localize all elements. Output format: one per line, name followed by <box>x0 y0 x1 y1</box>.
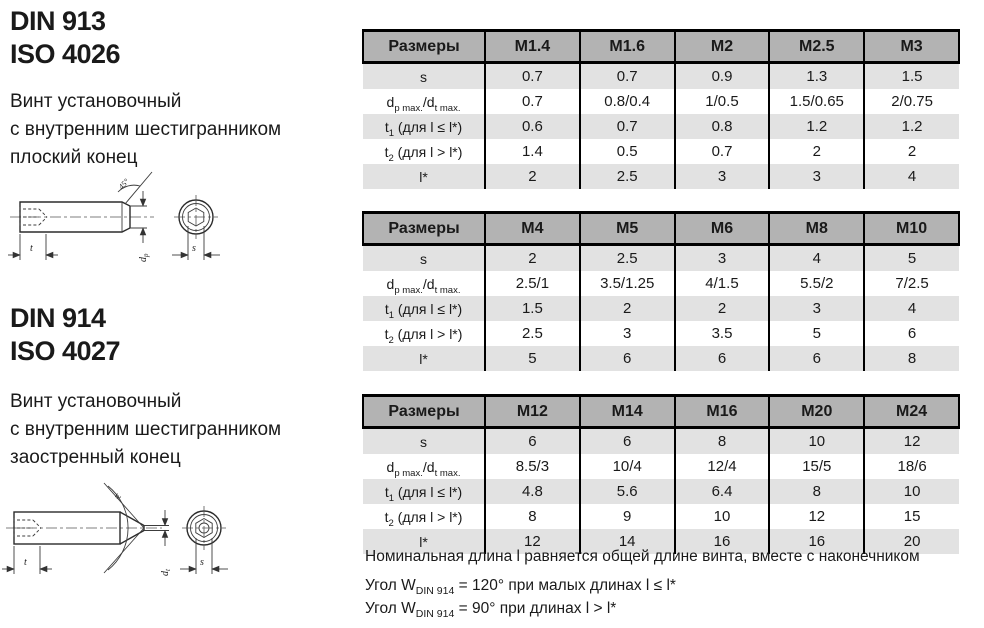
row-label: $t_2$ (для l > l*) <box>384 143 463 164</box>
value-cell: 15/5 <box>769 454 864 479</box>
value-cell: 9 <box>580 504 675 529</box>
chamfer-angle-label: 45° <box>116 176 131 192</box>
dimensions-table-medium <box>362 211 960 371</box>
value-cell: 6 <box>580 346 675 371</box>
value-cell: 4 <box>769 245 864 272</box>
value-cell: 2.5 <box>485 321 580 346</box>
value-cell: 15 <box>864 504 959 529</box>
value-cell: 3 <box>580 321 675 346</box>
value-cell: 12 <box>769 504 864 529</box>
row-label: $d_{p max.}/d_{t max.}$ <box>386 275 461 296</box>
row-label: $d_{p max.}/d_{t max.}$ <box>386 458 461 479</box>
hex-socket-hidden-lines <box>20 207 47 227</box>
value-cell: 1.5 <box>485 296 580 321</box>
description-din913 <box>10 88 281 172</box>
value-cell: 0.6 <box>485 114 580 139</box>
value-cell: 5 <box>769 321 864 346</box>
value-cell: 0.7 <box>580 63 675 90</box>
value-cell: 5 <box>864 245 959 272</box>
value-cell: 18/6 <box>864 454 959 479</box>
value-cell: 0.7 <box>485 89 580 114</box>
value-cell: 3 <box>769 164 864 189</box>
value-cell: 0.9 <box>675 63 770 90</box>
dimension-dp <box>130 191 150 262</box>
value-cell: 8 <box>864 346 959 371</box>
row-label: $t_2$ (для l > l*) <box>384 325 463 346</box>
thread-size-header: M1.6 <box>580 31 675 63</box>
value-cell: 1.2 <box>864 114 959 139</box>
description-line: Винт установочный <box>10 91 182 112</box>
flat-point-screw-drawing <box>6 166 250 270</box>
row-label: s <box>420 68 427 85</box>
value-cell: 5.5/2 <box>769 271 864 296</box>
table-row <box>363 114 959 139</box>
value-cell: 1.5 <box>864 63 959 90</box>
t-dimension-label: t <box>24 557 27 568</box>
value-cell: 16 <box>675 529 770 554</box>
value-cell: 8.5/3 <box>485 454 580 479</box>
value-cell: 0.7 <box>675 139 770 164</box>
standard-din: DIN 914 <box>10 303 106 333</box>
value-cell: 4.8 <box>485 479 580 504</box>
thread-size-header: M10 <box>864 213 959 245</box>
dimension-dt <box>144 510 172 576</box>
table-row <box>363 428 959 455</box>
row-label: $d_{p max.}/d_{t max.}$ <box>386 93 461 114</box>
value-cell: 6 <box>580 428 675 455</box>
table-row <box>363 454 959 479</box>
value-cell: 4/1.5 <box>675 271 770 296</box>
value-cell: 10 <box>675 504 770 529</box>
value-cell: 2 <box>675 296 770 321</box>
value-cell: 12 <box>864 428 959 455</box>
value-cell: 0.8/0.4 <box>580 89 675 114</box>
value-cell: 10/4 <box>580 454 675 479</box>
thread-size-header: M6 <box>675 213 770 245</box>
table-row <box>363 346 959 371</box>
dimension-s <box>180 538 228 574</box>
value-cell: 12/4 <box>675 454 770 479</box>
value-cell: 8 <box>485 504 580 529</box>
table-row <box>363 63 959 90</box>
table-row <box>363 139 959 164</box>
value-cell: 16 <box>769 529 864 554</box>
cone-point-screw-drawing <box>2 474 250 586</box>
t-dimension-label: t <box>30 243 33 254</box>
note-angle-120: Угол $W_{DIN 914} = 120^\circ$ при малых длинах l ≤ l* <box>365 577 676 598</box>
row-label: l* <box>419 168 428 185</box>
end-view <box>174 195 218 239</box>
value-cell: 1.5/0.65 <box>769 89 864 114</box>
dimension-t <box>2 546 52 574</box>
value-cell: 5.6 <box>580 479 675 504</box>
value-cell: 12 <box>485 529 580 554</box>
thread-size-header: M20 <box>769 396 864 428</box>
size-column-header: Размеры <box>363 31 485 63</box>
thread-size-header: M4 <box>485 213 580 245</box>
standard-iso: ISO 4027 <box>10 336 121 366</box>
s-dimension-label: s <box>200 557 204 568</box>
value-cell: 6.4 <box>675 479 770 504</box>
value-cell: 2 <box>769 139 864 164</box>
standard-iso: ISO 4026 <box>10 39 121 69</box>
value-cell: 6 <box>485 428 580 455</box>
value-cell: 5 <box>485 346 580 371</box>
value-cell: 3 <box>769 296 864 321</box>
size-column-header: Размеры <box>363 213 485 245</box>
table-row <box>363 321 959 346</box>
value-cell: 8 <box>675 428 770 455</box>
row-label: s <box>420 433 427 450</box>
end-view <box>182 506 226 550</box>
table-row <box>363 296 959 321</box>
value-cell: 2 <box>485 245 580 272</box>
description-line: с внутренним шестигранником <box>10 419 282 440</box>
description-line: Винт установочный <box>10 391 182 412</box>
value-cell: 0.5 <box>580 139 675 164</box>
dimension-t <box>8 234 58 260</box>
thread-size-header: M3 <box>864 31 959 63</box>
size-column-header: Размеры <box>363 396 485 428</box>
value-cell: 2 <box>485 164 580 189</box>
value-cell: 0.7 <box>580 114 675 139</box>
dimensions-table-small <box>362 29 960 189</box>
row-label: $t_1$ (для l ≤ l*) <box>384 118 463 139</box>
value-cell: 6 <box>769 346 864 371</box>
dt-dimension-label: $d_t$ <box>160 569 172 576</box>
row-label: l* <box>419 350 428 367</box>
row-label: $t_2$ (для l > l*) <box>384 508 463 529</box>
value-cell: 0.7 <box>485 63 580 90</box>
note-nominal-length: Номинальная длина l равняется общей длине винта, вместе с наконечником <box>365 548 920 565</box>
value-cell: 2.5/1 <box>485 271 580 296</box>
standard-din: DIN 913 <box>10 6 106 36</box>
note-angle-90: Угол $W_{DIN 914} = 90^\circ$ при длинах l > l* <box>365 600 617 621</box>
value-cell: 4 <box>864 296 959 321</box>
table-row <box>363 271 959 296</box>
row-label: l* <box>419 533 428 550</box>
description-line: заостренный конец <box>10 447 181 468</box>
value-cell: 1/0.5 <box>675 89 770 114</box>
thread-size-header: M2 <box>675 31 770 63</box>
value-cell: 2 <box>580 296 675 321</box>
value-cell: 6 <box>675 346 770 371</box>
value-cell: 7/2.5 <box>864 271 959 296</box>
value-cell: 6 <box>864 321 959 346</box>
value-cell: 2.5 <box>580 245 675 272</box>
description-din914 <box>10 388 281 472</box>
value-cell: 2/0.75 <box>864 89 959 114</box>
value-cell: 3 <box>675 245 770 272</box>
thread-size-header: M1.4 <box>485 31 580 63</box>
row-label: $t_1$ (для l ≤ l*) <box>384 300 463 321</box>
row-label: s <box>420 250 427 267</box>
footnotes <box>365 548 920 621</box>
value-cell: 3.5 <box>675 321 770 346</box>
thread-size-header: M8 <box>769 213 864 245</box>
row-label: $t_1$ (для l ≤ l*) <box>384 483 463 504</box>
thread-size-header: M14 <box>580 396 675 428</box>
value-cell: 3.5/1.25 <box>580 271 675 296</box>
dp-dimension-label: $d_p$ <box>138 253 150 262</box>
value-cell: 1.3 <box>769 63 864 90</box>
chamfer-angle-callout <box>117 172 152 204</box>
value-cell: 2.5 <box>580 164 675 189</box>
s-dimension-label: s <box>192 243 196 254</box>
value-cell: 0.8 <box>675 114 770 139</box>
dimensions-table-large <box>362 394 960 554</box>
value-cell: 8 <box>769 479 864 504</box>
point-angle-label: w <box>112 490 124 502</box>
value-cell: 10 <box>769 428 864 455</box>
thread-size-header: M12 <box>485 396 580 428</box>
table-row <box>363 245 959 272</box>
value-cell: 1.2 <box>769 114 864 139</box>
thread-size-header: M2.5 <box>769 31 864 63</box>
value-cell: 1.4 <box>485 139 580 164</box>
table-row <box>363 89 959 114</box>
value-cell: 14 <box>580 529 675 554</box>
table-row <box>363 164 959 189</box>
table-row <box>363 504 959 529</box>
thread-size-header: M5 <box>580 213 675 245</box>
value-cell: 3 <box>675 164 770 189</box>
standard-heading-din914 <box>10 302 120 368</box>
description-line: с внутренним шестигранником <box>10 119 282 140</box>
thread-size-header: M16 <box>675 396 770 428</box>
value-cell: 10 <box>864 479 959 504</box>
value-cell: 4 <box>864 164 959 189</box>
value-cell: 2 <box>864 139 959 164</box>
thread-size-header: M24 <box>864 396 959 428</box>
value-cell: 20 <box>864 529 959 554</box>
table-row <box>363 479 959 504</box>
standard-heading-din913 <box>10 5 120 71</box>
description-line: плоский конец <box>10 147 138 168</box>
